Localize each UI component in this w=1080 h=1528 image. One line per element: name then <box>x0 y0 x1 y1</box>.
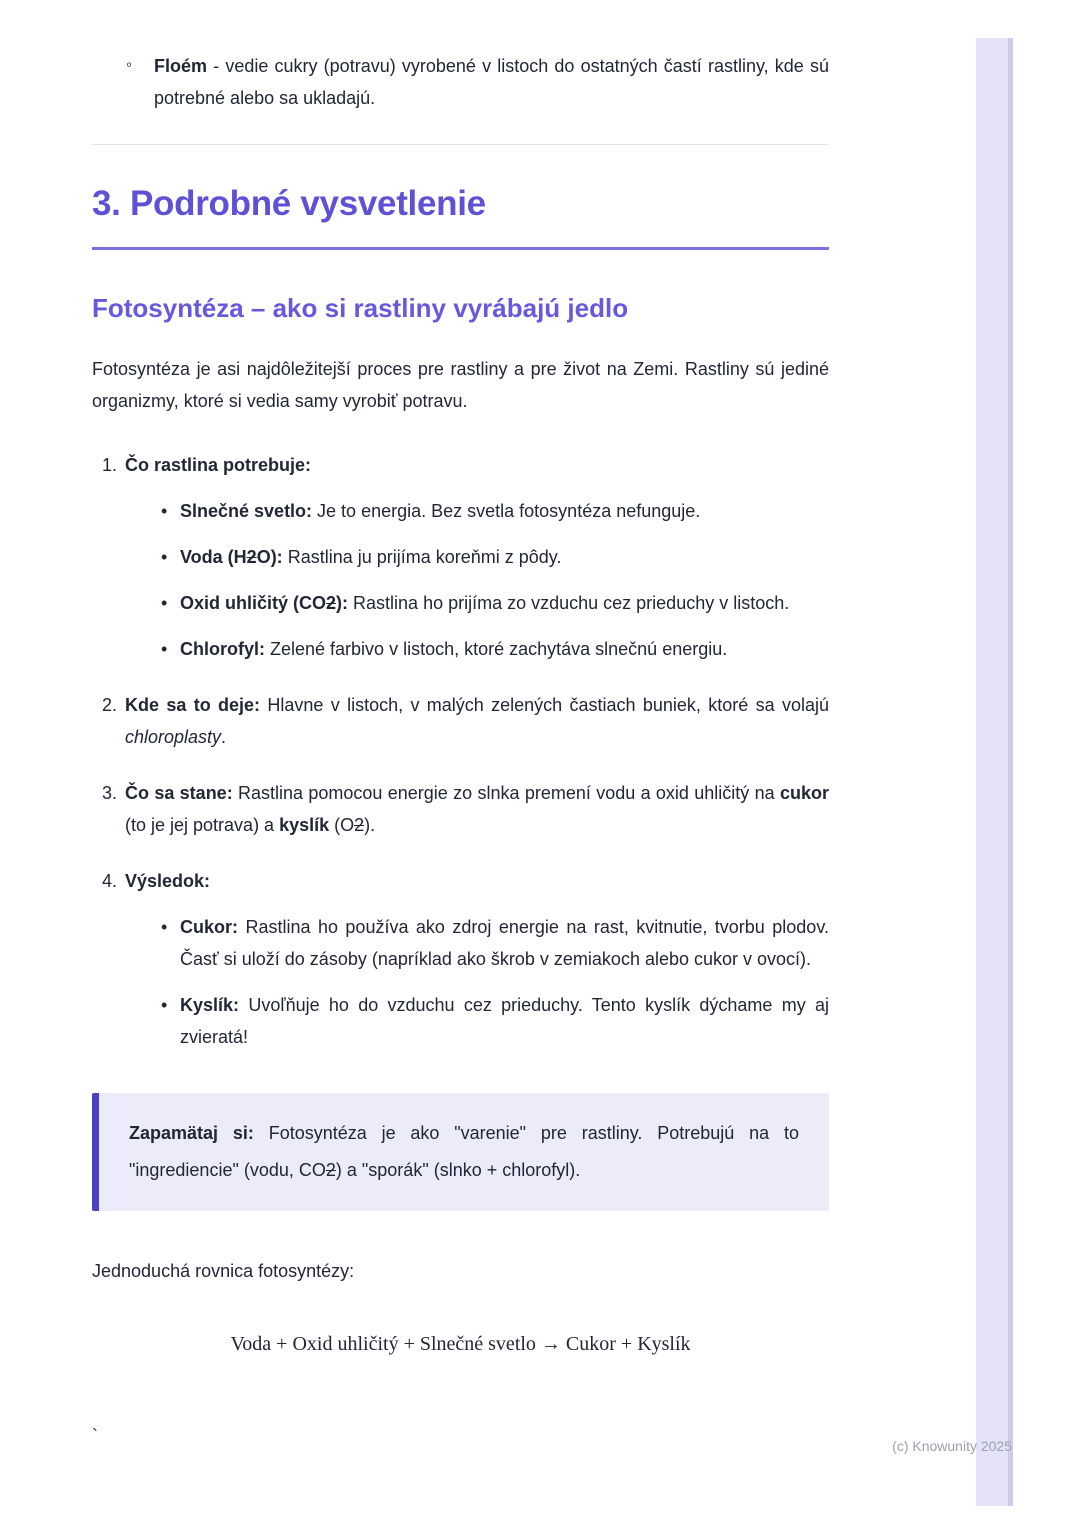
callout-text1: Fotosyntéza je ako "varenie" pre rastliny. Potrebujú na to "ingrediencie" (vodu, CO <box>129 1123 799 1180</box>
list-item-4 <box>102 865 829 1053</box>
list-item-1-label-text: Čo rastlina potrebuje: <box>125 454 312 475</box>
list-item-3 <box>102 777 829 841</box>
list-item-4-body <box>125 865 829 1053</box>
co2-label-post: ): <box>336 592 349 613</box>
list-item-floem-text <box>154 50 829 114</box>
numbered-list <box>92 449 829 1053</box>
sub-item-co2-label <box>180 593 348 613</box>
sub-item-sunlight-desc: Je to energia. Bez svetla fotosyntéza nefunguje. <box>312 500 701 521</box>
bold-cukor: cukor <box>779 782 829 803</box>
list-number-2: 2. <box>102 694 118 715</box>
term-floem: Floém <box>154 56 208 76</box>
equation-formula: Voda + Oxid uhličitý + Slnečné svetlo → Cukor + Kyslík <box>230 1332 691 1355</box>
hollow-bullet-icon: ◦ <box>126 55 133 74</box>
water-label-post: O): <box>256 546 283 567</box>
scrollbar-thumb[interactable] <box>1008 38 1013 1506</box>
list-item-floem <box>126 50 829 114</box>
list-item-4-label <box>125 865 829 897</box>
sub-item-water-text <box>180 541 829 573</box>
list-item-3-text4: ). <box>364 814 376 835</box>
list-item-2-body <box>125 689 829 753</box>
section-heading: 3. Podrobné vysvetlenie <box>92 183 829 250</box>
list-number-4: 4. <box>102 870 118 891</box>
list-number-1: 1. <box>102 454 118 475</box>
water-subscript-2: 2 <box>246 546 257 567</box>
sub-item-sugar <box>161 911 829 975</box>
callout-text2: ) a "sporák" (slnko + chlorofyl). <box>335 1159 581 1180</box>
bullet-icon: • <box>161 916 168 937</box>
list-item-2-label: Kde sa to deje: <box>125 694 261 715</box>
sub-item-chlorophyll-text <box>180 633 829 665</box>
list-item-3-text2: (to je jej potrava) a <box>125 814 280 835</box>
sub-item-co2 <box>161 587 829 619</box>
section-divider <box>92 144 829 145</box>
equation-intro: Jednoduchá rovnica fotosyntézy: <box>92 1260 355 1281</box>
bullet-icon: • <box>161 500 168 521</box>
list-item-1 <box>102 449 829 665</box>
list-item-2-tail: . <box>221 726 227 747</box>
sub-item-oxygen <box>161 989 829 1053</box>
sub-item-sugar-text <box>180 911 829 975</box>
list-item-4-sublist <box>125 911 829 1053</box>
list-item-3-text3: (O <box>329 814 355 835</box>
sub-item-sunlight-label: Slnečné svetlo: <box>180 500 313 521</box>
sub-item-oxygen-desc: Uvoľňuje ho do vzduchu cez prieduchy. Tento kyslík dýchame my aj zvieratá! <box>180 995 829 1048</box>
list-item-1-sublist <box>125 495 829 665</box>
scrollbar-track[interactable] <box>976 38 1013 1506</box>
list-item-2 <box>102 689 829 753</box>
list-item-2-text: Hlavne v listoch, v malých zelených častiach buniek, ktoré sa volajú <box>260 694 829 715</box>
document-content <box>92 0 829 1453</box>
sub-item-chlorophyll <box>161 633 829 665</box>
stray-backtick: ` <box>92 1426 98 1447</box>
list-number-3: 3. <box>102 782 118 803</box>
list-item-3-body <box>125 777 829 841</box>
callout-note <box>92 1093 829 1211</box>
callout-subscript-2: 2 <box>325 1159 336 1180</box>
bullet-icon: • <box>161 546 168 567</box>
list-item-3-label: Čo sa stane: <box>125 782 233 803</box>
sub-item-water-desc: Rastlina ju prijíma koreňmi z pôdy. <box>282 546 562 567</box>
callout-text <box>129 1115 799 1189</box>
copyright-footer: (c) Knowunity 2025 <box>892 1438 1012 1454</box>
bullet-icon: • <box>161 995 168 1015</box>
sub-item-sugar-label: Cukor: <box>180 916 238 937</box>
sub-item-oxygen-text <box>180 989 829 1053</box>
bold-kyslik: kyslík <box>279 814 330 835</box>
sub-item-co2-text <box>180 587 829 619</box>
list-item-4-label-text: Výsledok: <box>125 870 211 891</box>
sub-item-oxygen-label: Kyslík: <box>180 995 240 1015</box>
bullet-icon: • <box>161 592 168 613</box>
sub-item-sugar-desc: Rastlina ho používa ako zdroj energie na rast, kvitnutie, tvorbu plodov. Časť si uloží do zásoby (napríklad ako škrob v zemiakoch alebo cukor v ovocí). <box>180 916 829 969</box>
co2-subscript-2: 2 <box>326 592 337 613</box>
list-item-3-text1: Rastlina pomocou energie zo slnka premení vodu a oxid uhličitý na <box>232 782 780 803</box>
callout-label: Zapamätaj si: <box>129 1123 254 1144</box>
sub-item-sunlight-text <box>180 495 829 527</box>
chloroplasty-italic: chloroplasty <box>125 726 222 747</box>
co2-label-pre: Oxid uhličitý (CO <box>180 592 327 613</box>
o2-subscript-2: 2 <box>354 814 365 835</box>
list-item-1-body <box>125 449 829 665</box>
sub-item-co2-desc: Rastlina ho prijíma zo vzduchu cez prieduchy v listoch. <box>348 592 790 613</box>
sub-item-sunlight <box>161 495 829 527</box>
water-label-pre: Voda (H <box>180 546 247 567</box>
subsection-heading: Fotosyntéza – ako si rastliny vyrábajú jedlo <box>92 293 629 324</box>
sub-item-chlorophyll-label: Chlorofyl: <box>180 638 265 659</box>
term-floem-desc: - vedie cukry (potravu) vyrobené v listoch do ostatných častí rastliny, kde sú potrebné alebo sa ukladajú. <box>154 56 829 109</box>
sub-item-water <box>161 541 829 573</box>
list-item-1-label <box>125 449 829 481</box>
intro-paragraph: Fotosyntéza je asi najdôležitejší proces pre rastliny a pre život na Zemi. Rastliny sú jediné organizmy, ktoré si vedia samy vyrobiť potravu. <box>92 358 829 411</box>
sub-item-water-label <box>180 547 283 567</box>
bullet-icon: • <box>161 638 168 659</box>
sub-item-chlorophyll-desc: Zelené farbivo v listoch, ktoré zachytáva slnečnú energiu. <box>265 638 728 659</box>
